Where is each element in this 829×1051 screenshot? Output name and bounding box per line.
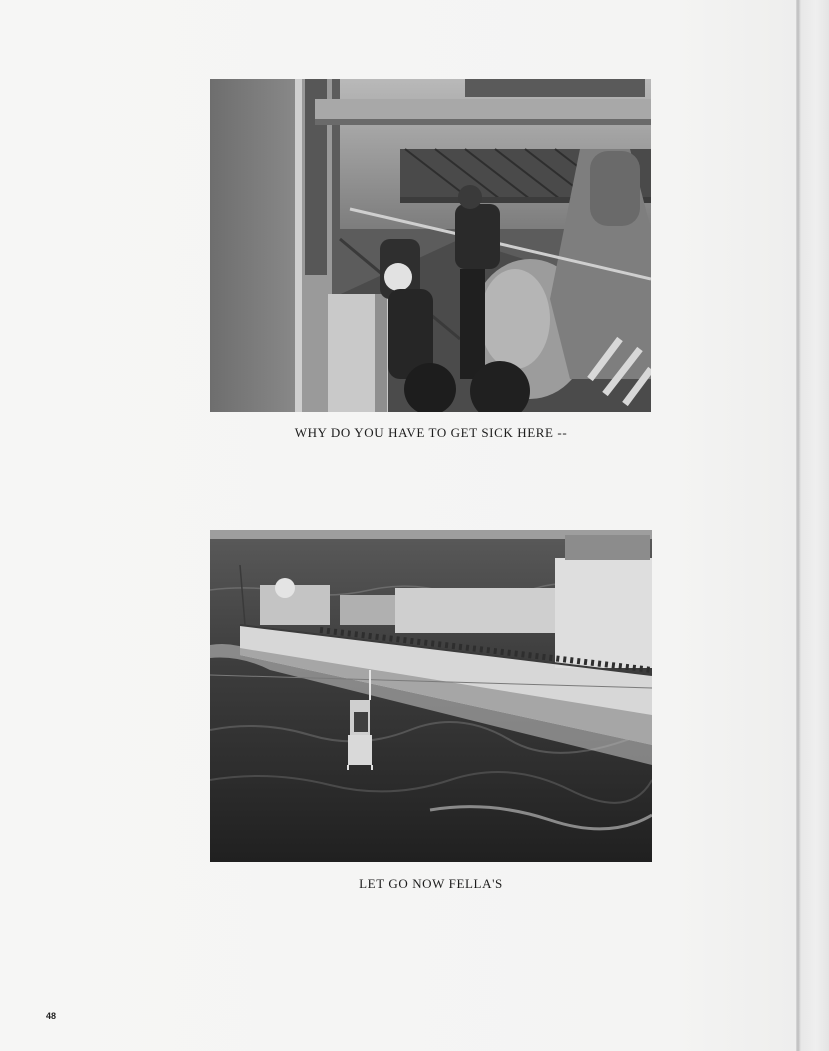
- crew-at-rail-photo: [210, 79, 651, 412]
- page-number: 48: [46, 1011, 57, 1021]
- highline-transfer-photo: [210, 530, 652, 862]
- top-photo-caption: WHY DO YOU HAVE TO GET SICK HERE --: [294, 425, 568, 440]
- book-spine: [796, 0, 829, 1051]
- bottom-photo-caption: LET GO NOW FELLA'S: [359, 876, 503, 891]
